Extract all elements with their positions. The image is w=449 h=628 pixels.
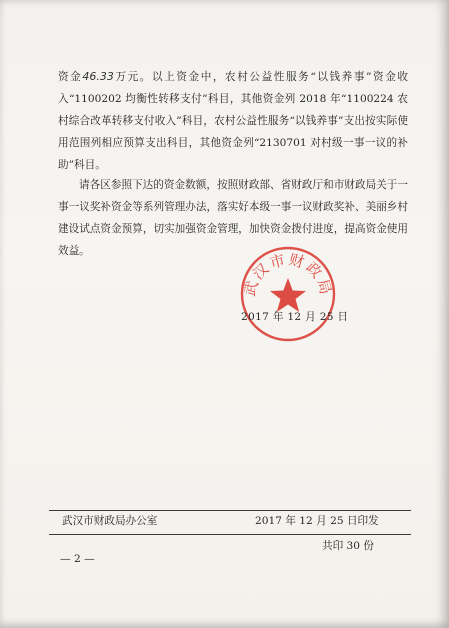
page-number: — 2 —: [60, 553, 95, 565]
body-paragraph-1: [58, 66, 408, 176]
issue-date: 2017 年 12 月 25 日印发: [255, 515, 379, 527]
paragraph-1-prefix: 资金: [58, 71, 83, 83]
footer-bottom-rule: [49, 534, 411, 535]
issuer-name: 武汉市财政局办公室: [62, 515, 158, 527]
official-seal-stamp: [238, 244, 338, 344]
handwritten-amount: 46.33: [82, 70, 114, 83]
signature-date: 2017 年 12 月 25 日: [241, 311, 349, 323]
paragraph-1-text: 万元。以上资金中，农村公益性服务“以钱养事”资金收入“1100202 均衡性转移支付”科目，其他资金列 2018 年“1100224 农村综合改革转移支付收入”科目，农村公益性服务“以钱养事”支出按实际使用范围列相应预算支出科目，其他资金列“2130701 对村级一事一议的补助”科目。: [58, 71, 408, 171]
body-paragraph-2: 请各区参照下达的资金数额，按照财政部、省财政厅和市财政局关于一事一议奖补资金等系列管理办法，落实好本级一事一议财政奖补、美丽乡村建设试点资金预算，切实加强资金管理，加快资金拨付进度，提高资金使用效益。: [58, 179, 408, 257]
svg-text:武汉市财政局: 武汉市财政局: [240, 250, 336, 299]
footer-top-rule: [49, 510, 411, 511]
print-copies: 共印 30 份: [322, 540, 374, 552]
